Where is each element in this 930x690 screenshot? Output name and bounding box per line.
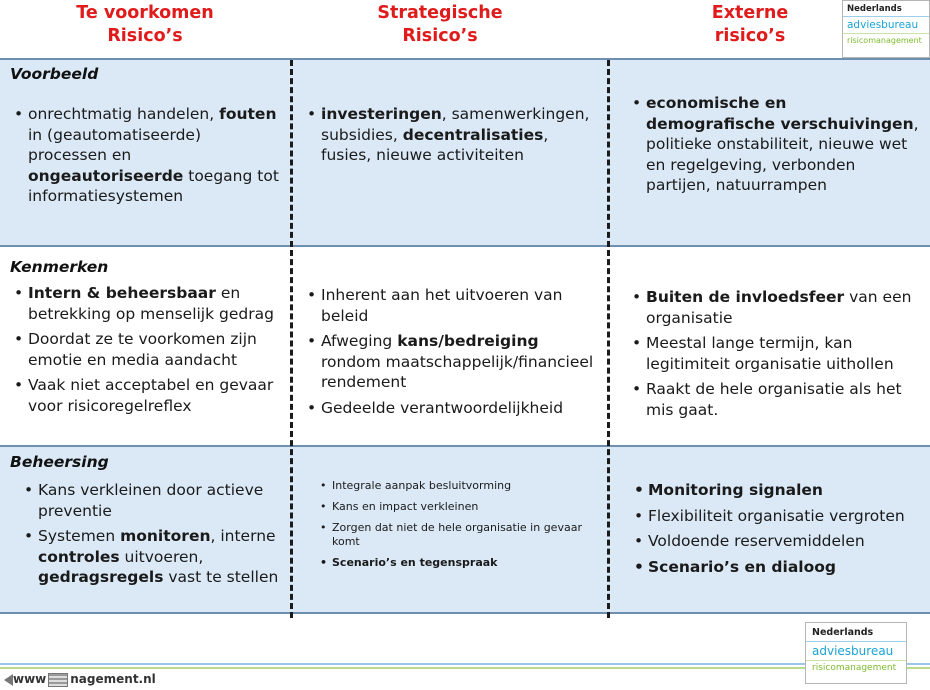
header-te-voorkomen <box>40 2 250 48</box>
list-item: • Raakt de hele organisatie als het mis gaat. <box>630 379 920 420</box>
footer-line <box>0 667 930 669</box>
bold-text: monitoren <box>120 527 211 545</box>
list-item <box>22 526 284 588</box>
header-line1: Te voorkomen <box>76 3 214 23</box>
voorbeeld-col2-list <box>305 104 601 171</box>
text: in (geautomatiseerde) processen en <box>28 125 202 164</box>
list-item: • Kans verkleinen door actieve preventie <box>22 480 284 521</box>
bold-text: economische en demografische verschuivingen <box>646 94 914 133</box>
url-suffix: nagement.nl <box>70 672 156 686</box>
bold-text: investeringen <box>321 105 442 123</box>
header-line2: Risico’s <box>402 26 478 46</box>
logo-line2: adviesbureau <box>812 644 894 658</box>
list-item <box>305 104 601 166</box>
bold-text: kans/bedreiging <box>397 332 539 350</box>
url-prefix: www <box>13 672 47 686</box>
column-divider <box>607 60 610 618</box>
text: , samenwerkingen, subsidies, <box>321 105 590 144</box>
text: , fusies, nieuwe activiteiten <box>321 125 549 164</box>
row-title-beheersing: Beheersing <box>10 453 109 471</box>
voorbeeld-col1-list <box>12 104 284 212</box>
back-arrow-icon[interactable] <box>4 674 13 686</box>
divider-line <box>0 612 930 614</box>
list-item: • Doordat ze te voorkomen zijn emotie en media aandacht <box>12 329 286 370</box>
list-item: • Meestal lange termijn, kan legitimiteit organisatie uithollen <box>630 333 920 374</box>
logo-top <box>842 0 930 58</box>
bold-text: decentralisaties <box>402 125 544 144</box>
text: vast te stellen <box>163 568 279 586</box>
text: van een organisatie <box>646 288 912 327</box>
kenmerken-col2-list <box>305 285 601 423</box>
header-line1: Strategische <box>377 3 503 23</box>
list-item: • Flexibiliteit organisatie vergroten <box>632 506 924 527</box>
header-line1: Externe <box>711 3 789 23</box>
header-line2: risico’s <box>714 26 786 46</box>
text: Systemen <box>38 527 121 545</box>
logo-line3: risicomanagement <box>812 663 897 673</box>
list-item <box>12 283 286 324</box>
kenmerken-col1-list <box>12 283 286 421</box>
list-item: • Kans en impact verkleinen <box>318 500 588 514</box>
bold-text: ongeautoriseerde <box>28 166 184 185</box>
bold-text: fouten <box>219 105 277 123</box>
logo-line1: Nederlands <box>847 4 902 14</box>
footer-line <box>0 663 930 665</box>
menu-icon[interactable] <box>48 673 68 687</box>
header-line2: Risico’s <box>107 26 183 46</box>
bold-text: controles <box>38 547 120 566</box>
text: Afweging <box>321 332 398 350</box>
bold-text: Intern & beheersbaar <box>28 284 216 302</box>
text: onrechtmatig handelen, <box>28 105 220 123</box>
divider-line <box>0 58 930 60</box>
logo-line2: adviesbureau <box>847 19 919 31</box>
beheersing-col2-list <box>318 479 588 577</box>
kenmerken-col3-list <box>630 287 920 425</box>
divider-line <box>0 245 930 247</box>
bold-text: Buiten de invloedsfeer <box>646 288 845 306</box>
logo-bottom <box>805 622 907 684</box>
text: , interne <box>210 527 276 545</box>
footer-url[interactable] <box>4 672 156 687</box>
list-item: • Monitoring signalen <box>632 480 924 501</box>
list-item: • Inherent aan het uitvoeren van beleid <box>305 285 601 326</box>
header-strategische <box>340 2 540 48</box>
list-item: • Vaak niet acceptabel en gevaar voor risicoregelreflex <box>12 375 286 416</box>
list-item <box>12 104 284 207</box>
list-item: • Integrale aanpak besluitvorming <box>318 479 588 493</box>
list-item: • Zorgen dat niet de hele organisatie in gevaar komt <box>318 521 588 549</box>
list-item <box>630 93 920 196</box>
list-item: • Gedeelde verantwoordelijkheid <box>305 398 601 419</box>
text: uitvoeren, <box>119 547 204 566</box>
beheersing-col1-list <box>22 480 284 593</box>
list-item: • Scenario’s en tegenspraak <box>318 556 588 570</box>
list-item: • Voldoende reservemiddelen <box>632 531 924 552</box>
bold-text: gedragsregels <box>38 568 164 586</box>
column-divider <box>290 60 293 618</box>
text: , politieke onstabiliteit, nieuwe wet en regelgeving, verbonden partijen, natuurrampen <box>646 114 919 194</box>
list-item <box>630 287 920 328</box>
logo-line3: risicomanagement <box>847 36 922 45</box>
text: toegang tot informatiesystemen <box>28 166 279 205</box>
list-item: • Scenario’s en dialoog <box>632 557 924 578</box>
row-title-voorbeeld: Voorbeeld <box>10 65 99 83</box>
list-item <box>305 331 601 393</box>
voorbeeld-col3-list <box>630 93 920 201</box>
beheersing-col3-list <box>632 480 924 582</box>
row-title-kenmerken: Kenmerken <box>10 258 109 276</box>
logo-line1: Nederlands <box>812 627 874 638</box>
divider-line <box>0 445 930 447</box>
text: en betrekking op menselijk gedrag <box>28 284 274 323</box>
header-externe <box>650 2 850 48</box>
text: rondom maatschappelijk/financieel rendement <box>321 352 594 391</box>
